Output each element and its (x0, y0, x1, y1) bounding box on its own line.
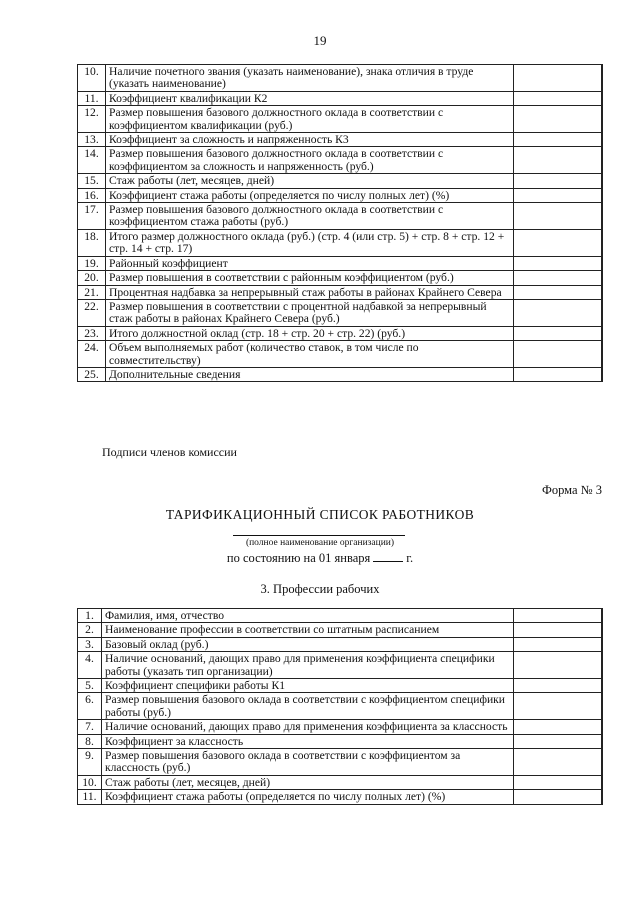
form-number: Форма № 3 (542, 483, 602, 497)
year-blank-field[interactable] (373, 551, 403, 562)
row-value-cell[interactable] (514, 188, 602, 202)
row-value-cell[interactable] (514, 285, 602, 299)
table-row (78, 271, 602, 285)
row-number: 1. (78, 609, 102, 623)
row-number: 4. (78, 652, 102, 679)
row-description: Итого размер должностного оклада (руб.) (стр. 4 (или стр. 5) + стр. 8 + стр. 12 + стр. 14 + стр. 17) (106, 229, 514, 256)
row-number: 2. (78, 623, 102, 637)
row-value-cell[interactable] (514, 679, 602, 693)
row-description: Размер повышения базового должностного оклада в соответствии с коэффициентом стажа работы (руб.) (106, 203, 514, 230)
row-description: Итого должностной оклад (стр. 18 + стр. 20 + стр. 22) (руб.) (106, 326, 514, 340)
row-number: 23. (78, 326, 106, 340)
row-value-cell[interactable] (514, 652, 602, 679)
table-row (78, 91, 602, 105)
table-row (78, 174, 602, 188)
workers-professions-table (77, 608, 603, 805)
table-row (78, 693, 602, 720)
row-number: 10. (78, 775, 102, 789)
row-number: 18. (78, 229, 106, 256)
row-number: 24. (78, 341, 106, 368)
row-description: Коэффициент квалификации К2 (106, 91, 514, 105)
table-row (78, 65, 602, 92)
row-number: 13. (78, 133, 106, 147)
row-number: 6. (78, 693, 102, 720)
row-number: 14. (78, 147, 106, 174)
page-number: 19 (313, 33, 327, 48)
row-description: Объем выполняемых работ (количество ставок, в том числе по совместительству) (106, 341, 514, 368)
table-row (78, 326, 602, 340)
row-value-cell[interactable] (514, 341, 602, 368)
table-row (78, 367, 602, 381)
row-number: 19. (78, 256, 106, 270)
table-row (78, 720, 602, 734)
table-row (78, 256, 602, 270)
tariff-table-continued (77, 64, 603, 382)
row-description: Процентная надбавка за непрерывный стаж работы в районах Крайнего Севера (106, 285, 514, 299)
row-description: Коэффициент специфики работы К1 (102, 679, 514, 693)
document-title: ТАРИФИКАЦИОННЫЙ СПИСОК РАБОТНИКОВ (165, 507, 475, 522)
row-value-cell[interactable] (514, 326, 602, 340)
date-suffix: г. (406, 551, 414, 565)
row-description: Размер повышения базового должностного оклада в соответствии с коэффициентом квалификации (руб.) (106, 106, 514, 133)
table-row (78, 623, 602, 637)
row-value-cell[interactable] (514, 790, 602, 804)
table-row (78, 609, 602, 623)
table-row (78, 652, 602, 679)
row-value-cell[interactable] (514, 693, 602, 720)
row-number: 12. (78, 106, 106, 133)
row-number: 3. (78, 637, 102, 651)
table-row (78, 133, 602, 147)
table1-body (78, 65, 602, 382)
row-value-cell[interactable] (514, 637, 602, 651)
row-value-cell[interactable] (514, 734, 602, 748)
table-row (78, 341, 602, 368)
row-value-cell[interactable] (514, 609, 602, 623)
row-number: 21. (78, 285, 106, 299)
row-description: Стаж работы (лет, месяцев, дней) (106, 174, 514, 188)
table-row (78, 637, 602, 651)
table-row (78, 188, 602, 202)
table-row (78, 229, 602, 256)
table-row (78, 203, 602, 230)
row-value-cell[interactable] (514, 720, 602, 734)
commission-signatures-label: Подписи членов комиссии (102, 445, 237, 459)
table-row (78, 299, 602, 326)
row-description: Базовый оклад (руб.) (102, 637, 514, 651)
table2-body (78, 609, 602, 805)
date-prefix: по состоянию на 01 января (226, 551, 371, 565)
row-description: Коэффициент стажа работы (определяется по числу полных лет) (%) (106, 188, 514, 202)
row-description: Наименование профессии в соответствии со штатным расписанием (102, 623, 514, 637)
organization-caption: (полное наименование организации) (245, 538, 395, 548)
row-number: 7. (78, 720, 102, 734)
row-number: 15. (78, 174, 106, 188)
row-value-cell[interactable] (514, 623, 602, 637)
table-row (78, 679, 602, 693)
row-description: Размер повышения базового должностного оклада в соответствии с коэффициентом за сложность и напряженность (руб.) (106, 147, 514, 174)
row-description: Размер повышения базового оклада в соответствии с коэффициентом за классность (руб.) (102, 749, 514, 776)
section-title: 3. Профессии рабочих (260, 582, 380, 596)
row-value-cell[interactable] (514, 174, 602, 188)
row-number: 20. (78, 271, 106, 285)
table-row (78, 749, 602, 776)
row-number: 11. (78, 790, 102, 804)
table-row (78, 790, 602, 804)
row-value-cell[interactable] (514, 65, 602, 92)
row-description: Фамилия, имя, отчество (102, 609, 514, 623)
row-description: Размер повышения в соответствии с районным коэффициентом (руб.) (106, 271, 514, 285)
row-number: 8. (78, 734, 102, 748)
row-number: 11. (78, 91, 106, 105)
row-description: Дополнительные сведения (106, 367, 514, 381)
row-value-cell[interactable] (514, 367, 602, 381)
row-description: Коэффициент за классность (102, 734, 514, 748)
organization-name-line[interactable] (233, 535, 405, 536)
row-value-cell[interactable] (514, 775, 602, 789)
table-row (78, 106, 602, 133)
row-number: 17. (78, 203, 106, 230)
table-row (78, 147, 602, 174)
row-value-cell[interactable] (514, 229, 602, 256)
row-description: Наличие почетного звания (указать наименование), знака отличия в труде (указать наименование) (106, 65, 514, 92)
row-value-cell[interactable] (514, 299, 602, 326)
row-number: 25. (78, 367, 106, 381)
row-value-cell[interactable] (514, 106, 602, 133)
row-description: Размер повышения базового оклада в соответствии с коэффициентом специфики работы (руб.) (102, 693, 514, 720)
table-row (78, 775, 602, 789)
row-value-cell[interactable] (514, 203, 602, 230)
table-row (78, 734, 602, 748)
row-description: Коэффициент стажа работы (определяется по числу полных лет) (%) (102, 790, 514, 804)
row-value-cell[interactable] (514, 147, 602, 174)
row-number: 16. (78, 188, 106, 202)
table-row (78, 285, 602, 299)
row-description: Стаж работы (лет, месяцев, дней) (102, 775, 514, 789)
row-value-cell[interactable] (514, 749, 602, 776)
row-number: 9. (78, 749, 102, 776)
row-number: 22. (78, 299, 106, 326)
row-number: 10. (78, 65, 106, 92)
row-description: Наличие оснований, дающих право для применения коэффициента за классность (102, 720, 514, 734)
row-value-cell[interactable] (514, 133, 602, 147)
row-description: Наличие оснований, дающих право для применения коэффициента специфики работы (указать тип организации) (102, 652, 514, 679)
row-value-cell[interactable] (514, 256, 602, 270)
row-value-cell[interactable] (514, 271, 602, 285)
row-description: Размер повышения в соответствии с процентной надбавкой за непрерывный стаж работы в районах Крайнего Севера (руб.) (106, 299, 514, 326)
as-of-date-line (0, 551, 640, 566)
row-value-cell[interactable] (514, 91, 602, 105)
row-description: Районный коэффициент (106, 256, 514, 270)
row-number: 5. (78, 679, 102, 693)
row-description: Коэффициент за сложность и напряженность К3 (106, 133, 514, 147)
